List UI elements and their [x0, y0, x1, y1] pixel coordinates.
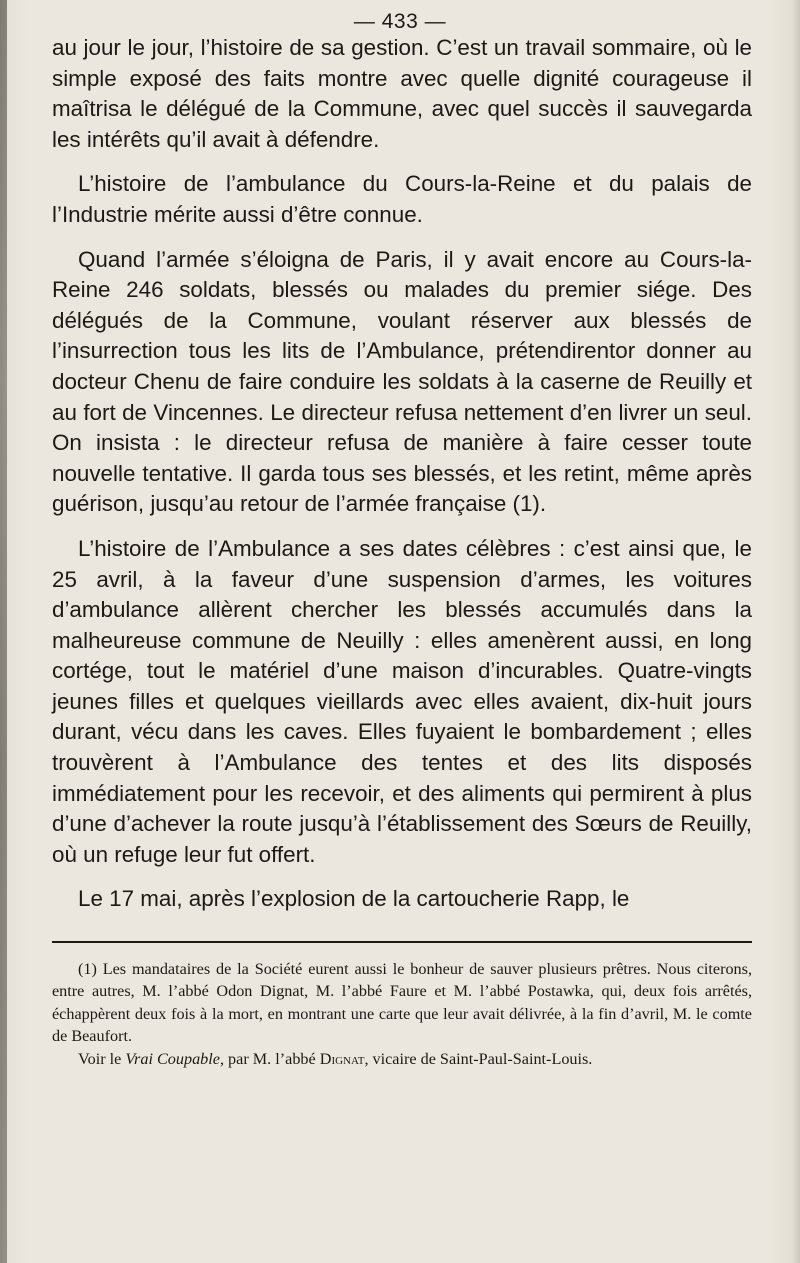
book-title: Vrai Coupable [125, 1049, 220, 1068]
paragraph-2: L’histoire de l’ambulance du Cours-la-Reine et du palais de l’Industrie mérite aussi d’être connue. [52, 171, 752, 227]
author-name: Dignat [319, 1049, 365, 1068]
paragraph-4: L’histoire de l’Ambulance a ses dates célèbres : c’est ainsi que, le 25 avril, à la faveur d’une suspension d’armes, les voitures d’ambulance allèrent chercher les blessés accumulés dans la malheureuse commune de Neuilly : elles amenèrent aussi, en long cortége, tout le matériel d’une maison d’incurables. Quatre-vingts jeunes filles et quelques vieillards avec elles avaient, dix-huit jours durant, vécu dans les caves. Elles fuyaient le bombardement ; elles trouvèrent à l’Ambulance des tentes et des lits disposés immédiatement pour les recevoir, et des aliments qui permirent à plus d’une d’achever la route jusqu’à l’établissement des Sœurs de Reuilly, où un refuge leur fut offert. [52, 535, 752, 867]
paragraph-3: Quand l’armée s’éloigna de Paris, il y avait encore au Cours-la-Reine 246 soldats, blessés ou malades du premier siége. Des délégués de la Commune, voulant réserver aux blessés de l’insurrection tous les lits de l’Ambulance, prétendirentor donner au docteur Chenu de faire conduire les soldats à la caserne de Reuilly et au fort de Vincennes. Le directeur refusa nettement d’en livrer un seul. On insista : le directeur refusa de manière à faire cesser toute nouvelle tentative. Il garda tous ses blessés, et les retint, même après guérison, jusqu’au retour de l’armée française (1). [52, 246, 752, 517]
footnotes [52, 958, 752, 1070]
page-number: — 433 — [353, 10, 447, 33]
footnote-ref-mid: , par M. l’abbé [219, 1049, 320, 1068]
main-text [52, 33, 752, 915]
paragraph-1: au jour le jour, l’histoire de sa gestion. C’est un travail sommaire, où le simple exposé des faits montre avec quelle dignité courageuse il maîtrisa le délégué de la Commune, avec quel succès il sauvegarda les intérêts qu’il avait à défendre. [52, 35, 752, 152]
footnote-1: (1) Les mandataires de la Société eurent aussi le bonheur de sauver plusieurs prêtres. Nous citerons, entre autres, M. l’abbé Odon Dignat, M. l’abbé Faure et M. l’abbé Postawka, qui, deux fois arrêtés, échappèrent deux fois à la mort, en montrant une carte que leur avait délivrée, à la fin d’avril, M. le comte de Beaufort. [52, 960, 752, 1046]
footnote-ref-prefix: Voir le [78, 1049, 126, 1068]
page-gutter-shadow [0, 0, 7, 1263]
footnote-divider [52, 941, 752, 943]
footnote-1-reference [52, 1048, 752, 1070]
paragraph-5: Le 17 mai, après l’explosion de la cartoucherie Rapp, le [78, 886, 630, 912]
footnote-ref-suffix: , vicaire de Saint-Paul-Saint-Louis. [364, 1049, 593, 1068]
